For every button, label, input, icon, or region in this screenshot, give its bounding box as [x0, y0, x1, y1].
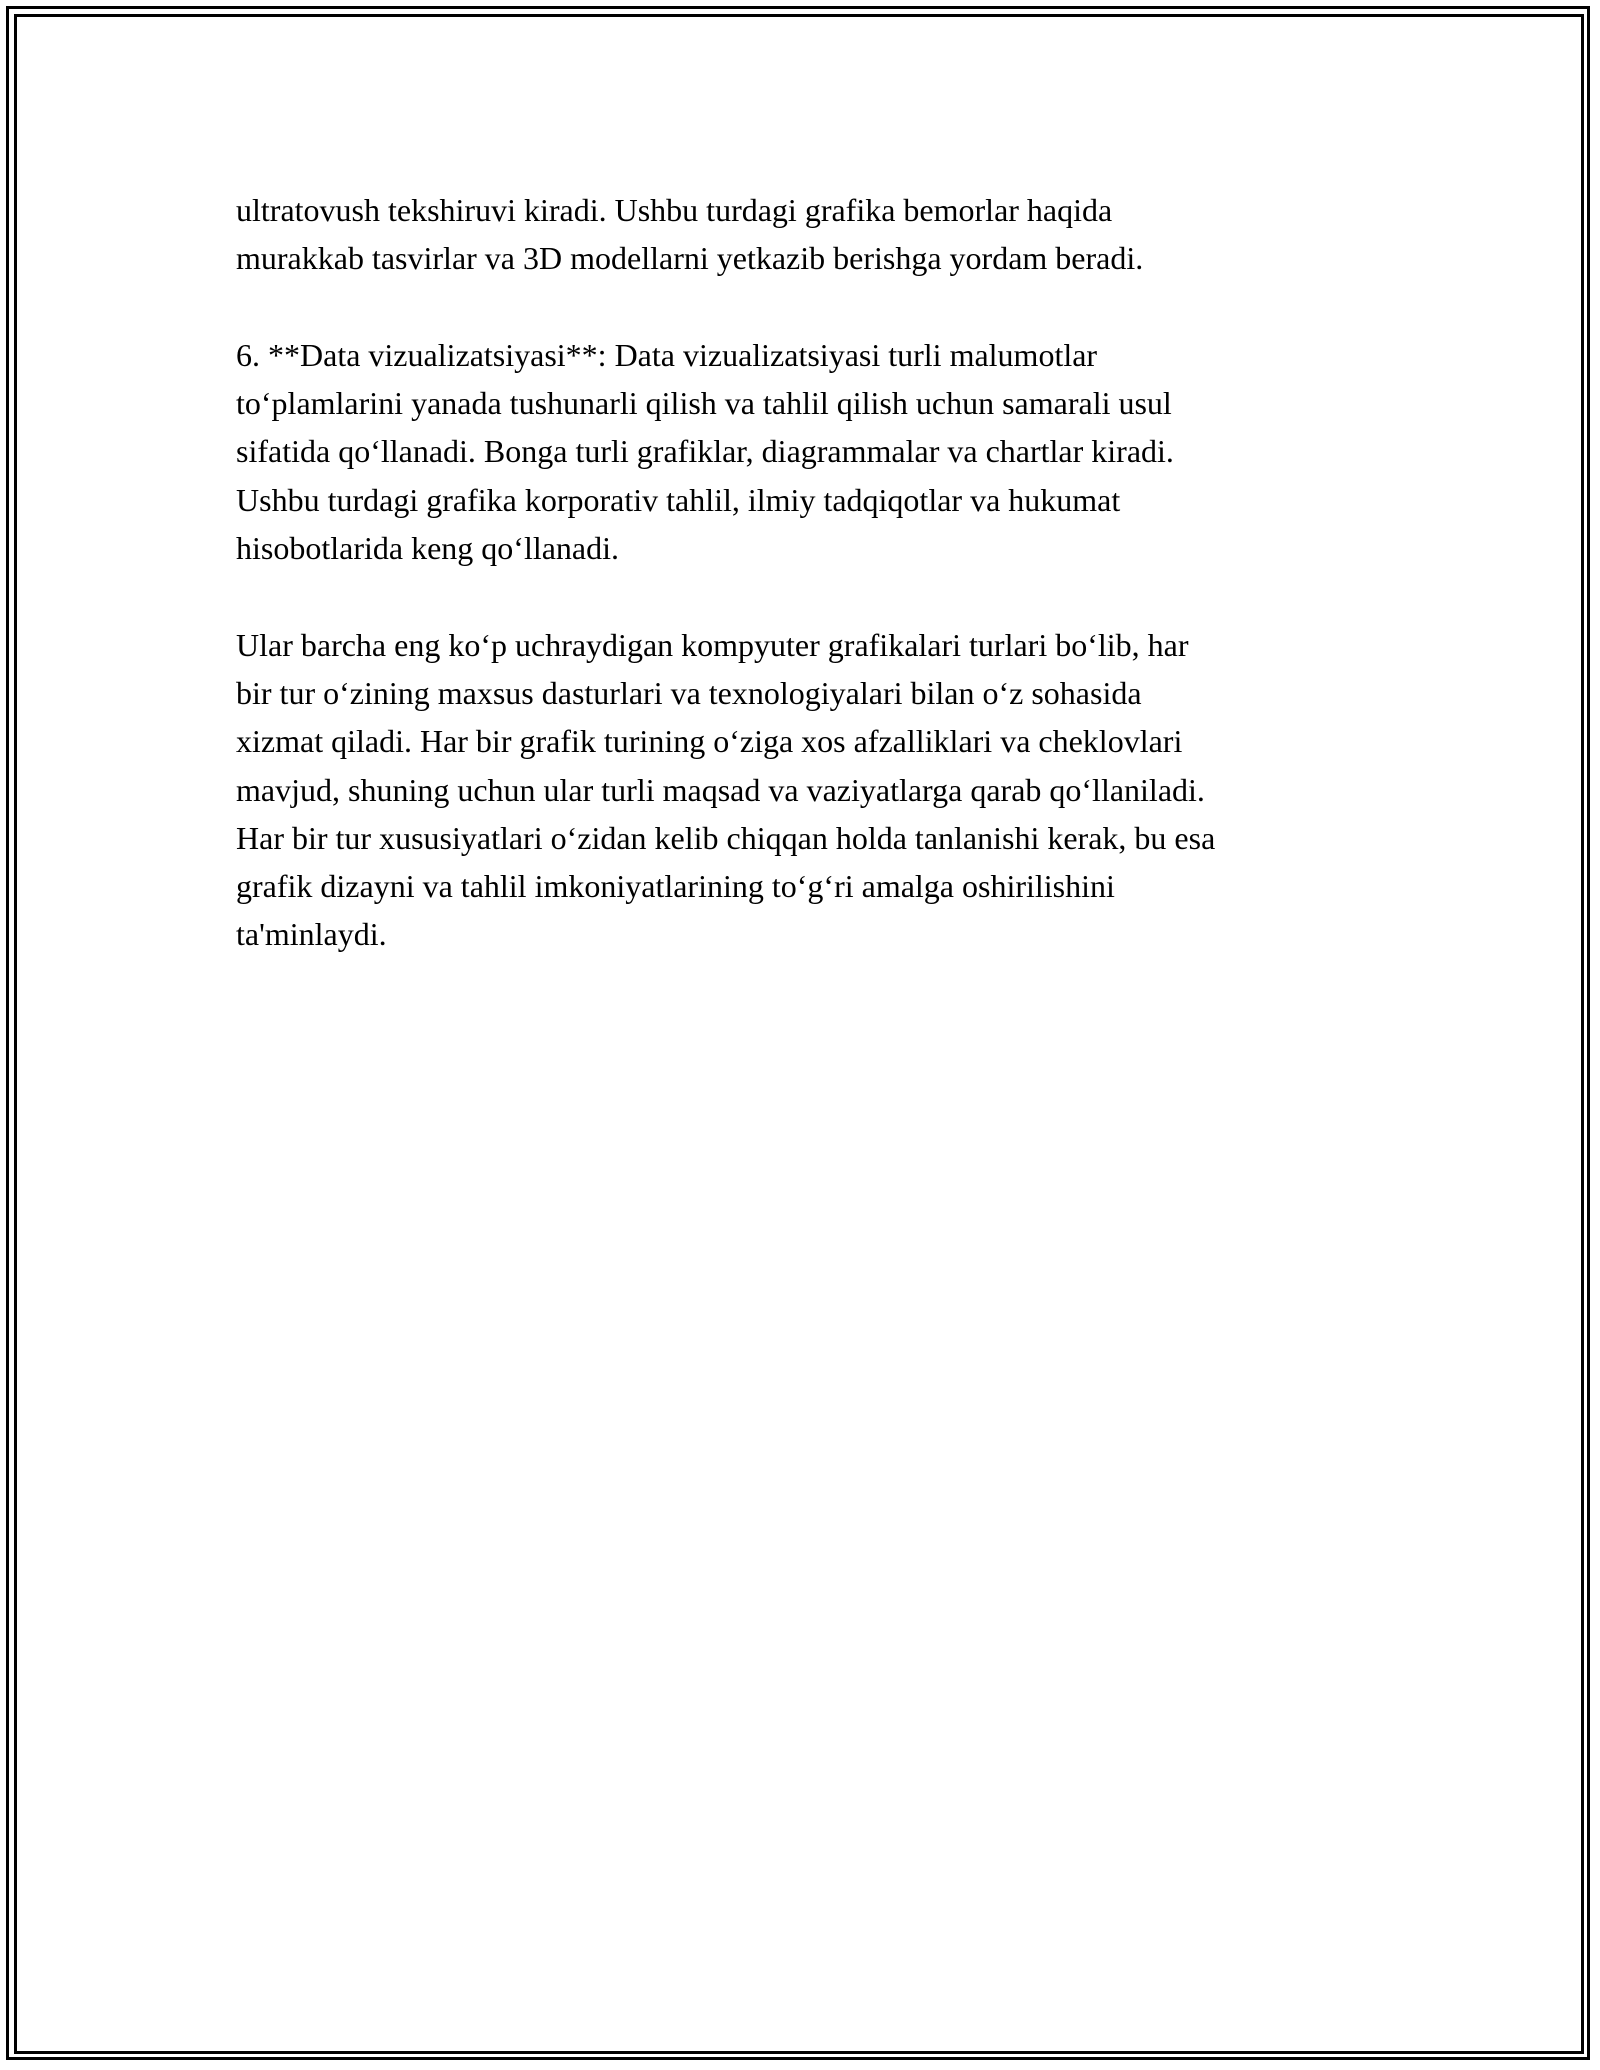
- text-line: Ushbu turdagi grafika korporativ tahlil, ilmiy tadqiqotlar va hukumat: [236, 481, 1121, 518]
- text-line: murakkab tasvirlar va 3D modellarni yetkazib berishga yordam beradi.: [236, 240, 1144, 277]
- paragraph-data-visualization: [236, 331, 1366, 572]
- text-line: to‘plamlarini yanada tushunarli qilish va tahlil qilish uchun samarali usul: [236, 385, 1172, 422]
- text-line: bir tur o‘zining maxsus dasturlari va texnologiyalari bilan o‘z sohasida: [236, 674, 1142, 711]
- text-line: mavjud, shuning uchun ular turli maqsad va vaziyatlarga qarab qo‘llaniladi.: [236, 771, 1205, 808]
- text-line: hisobotlarida keng qo‘llanadi.: [236, 530, 620, 567]
- paragraph-conclusion: [236, 621, 1366, 959]
- text-line: Har bir tur xususiyatlari o‘zidan kelib chiqqan holda tanlanishi kerak, bu esa: [236, 819, 1216, 856]
- text-line: sifatida qo‘llanadi. Bonga turli grafiklar, diagrammalar va chartlar kiradi.: [236, 433, 1174, 470]
- document-body: [236, 186, 1366, 959]
- text-line: grafik dizayni va tahlil imkoniyatlarining to‘g‘ri amalga oshirilishini: [236, 868, 1115, 905]
- text-line: ta'minlaydi.: [236, 916, 387, 953]
- text-line: xizmat qiladi. Har bir grafik turining o‘ziga xos afzalliklari va cheklovlari: [236, 723, 1183, 760]
- text-line: ultratovush tekshiruvi kiradi. Ushbu turdagi grafika bemorlar haqida: [236, 192, 1113, 228]
- paragraph-ultrasound: [236, 186, 1366, 283]
- text-line: 6. **Data vizualizatsiyasi**: Data vizualizatsiyasi turli malumotlar: [236, 336, 1098, 373]
- text-line: Ular barcha eng ko‘p uchraydigan kompyuter grafikalari turlari bo‘lib, har: [236, 626, 1189, 663]
